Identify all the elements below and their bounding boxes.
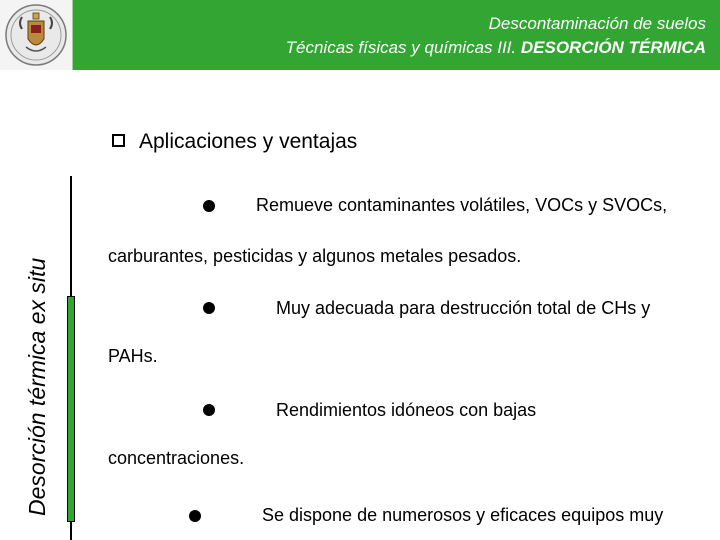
course-title: Descontaminación de suelos (488, 14, 706, 33)
header-title (286, 12, 706, 60)
bullet-4-icon (189, 510, 201, 522)
lecture-subtitle-normal: Técnicas físicas y químicas III. (285, 38, 521, 57)
bullet-2-text: Muy adecuada para destrucción total de CHs y (276, 298, 651, 318)
header-bar (0, 0, 720, 70)
bullet-1-text: Remueve contaminantes volátiles, VOCs y SVOCs, (256, 195, 668, 215)
section-title: Aplicaciones y ventajas (139, 130, 358, 153)
bullet-3-continuation: concentraciones. (108, 448, 245, 468)
university-crest-icon (0, 0, 73, 70)
progress-bar-accent (67, 296, 75, 522)
bullet-3-text: Rendimientos idóneos con bajas (276, 400, 537, 420)
side-title: Desorción térmica ex situ (24, 257, 50, 516)
bullet-2-icon (203, 302, 215, 314)
bullet-1-continuation: carburantes, pesticidas y algunos metales pesados. (108, 246, 522, 266)
bullet-1-icon (203, 200, 215, 212)
lecture-subtitle (286, 36, 706, 60)
checkbox-icon (112, 134, 125, 147)
lecture-subtitle-bold: DESORCIÓN TÉRMICA (520, 38, 706, 57)
bullet-4-text: Se dispone de numerosos y eficaces equipos muy (262, 505, 664, 525)
bullet-3-icon (203, 404, 215, 416)
section-heading (112, 130, 357, 154)
bullet-2-continuation: PAHs. (108, 346, 158, 366)
